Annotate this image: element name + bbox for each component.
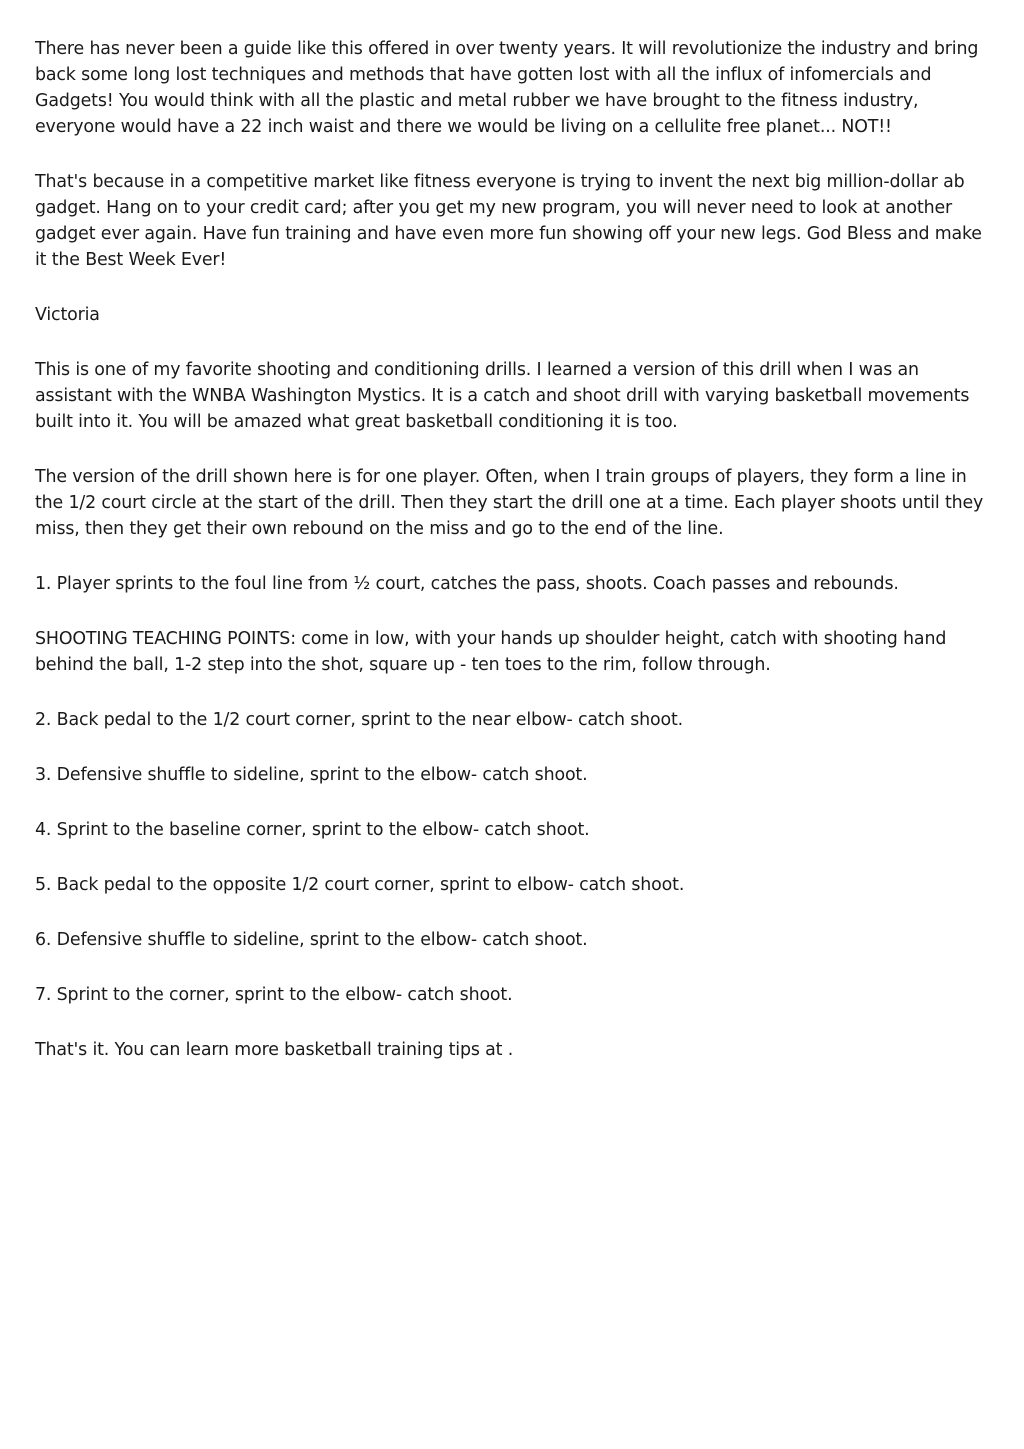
drill-step-7: 7. Sprint to the corner, sprint to the elbow- catch shoot. [35,985,513,1005]
drill-version-paragraph: The version of the drill shown here is for one player. Often, when I train groups of players, they form a line in the 1/2 court circle at the start of the drill. Then they start the drill one at a time. Each player shoots until they miss, then they get their own rebound on the miss and go to the end of the line. [35,467,984,539]
drill-step-2: 2. Back pedal to the 1/2 court corner, sprint to the near elbow- catch shoot. [35,710,684,730]
drill-step-1: 1. Player sprints to the foul line from ½ court, catches the pass, shoots. Coach passes and rebounds. [35,574,899,594]
drill-step-5: 5. Back pedal to the opposite 1/2 court corner, sprint to elbow- catch shoot. [35,875,685,895]
shooting-teaching-points: SHOOTING TEACHING POINTS: come in low, with your hands up shoulder height, catch with shooting hand behind the ball, 1-2 step into the shot, square up - ten toes to the rim, follow through. [35,629,947,675]
drill-intro-paragraph: This is one of my favorite shooting and conditioning drills. I learned a version of this drill when I was an assistant with the WNBA Washington Mystics. It is a catch and shoot drill with varying basketball movements built into it. You will be amazed what great basketball conditioning it is too. [35,360,970,432]
closing-paragraph: That's it. You can learn more basketball training tips at . [35,1040,514,1060]
credit-card-paragraph: That's because in a competitive market like fitness everyone is trying to invent the next big million-dollar ab gadget. Hang on to your credit card; after you get my new program, you will never need to look at another gadget ever again. Have fun training and have even more fun showing off your new legs. God Bless and make it the Best Week Ever! [35,172,982,270]
intro-paragraph: There has never been a guide like this offered in over twenty years. It will revolutionize the industry and bring back some long lost techniques and methods that have gotten lost with all the influx of infomercials and Gadgets! You would think with all the plastic and metal rubber we have brought to the fitness industry, everyone would have a 22 inch waist and there we would be living on a cellulite free planet... NOT!! [35,39,979,137]
drill-step-6: 6. Defensive shuffle to sideline, sprint to the elbow- catch shoot. [35,930,588,950]
document-page [35,36,995,1092]
signature-name: Victoria [35,305,100,325]
drill-step-3: 3. Defensive shuffle to sideline, sprint to the elbow- catch shoot. [35,765,588,785]
drill-step-4: 4. Sprint to the baseline corner, sprint to the elbow- catch shoot. [35,820,590,840]
